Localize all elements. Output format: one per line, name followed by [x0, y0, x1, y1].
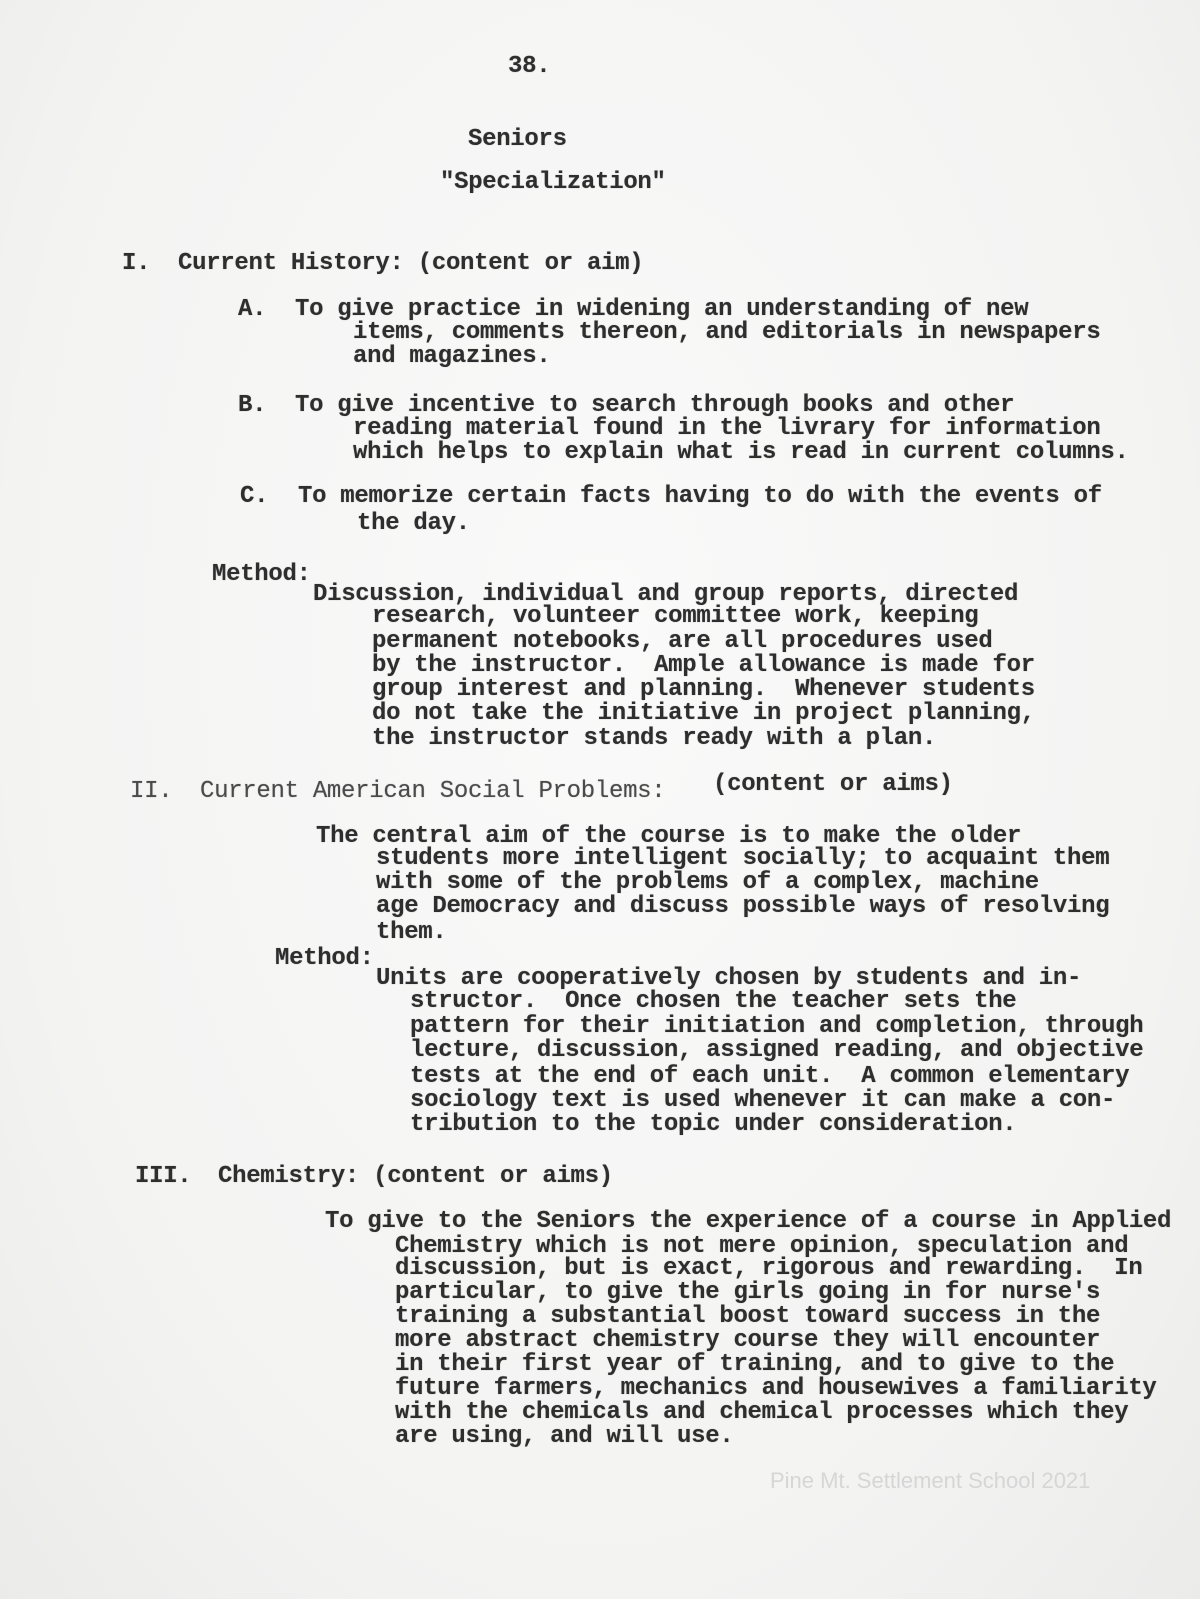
section2-numeral: II.: [130, 778, 173, 805]
method-line: pattern for their initiation and completion, through: [410, 1013, 1144, 1040]
item-c-letter: C.: [240, 483, 269, 510]
aim-line: discussion, but is exact, rigorous and rewarding. In: [395, 1255, 1143, 1282]
section3-title: Chemistry: (content or aims): [218, 1163, 613, 1190]
section2-method-label: Method:: [275, 945, 374, 972]
section1-method-label: Method:: [212, 561, 311, 588]
method-line: research, volunteer committee work, keeping: [372, 603, 979, 630]
method-line: lecture, discussion, assigned reading, and objective: [410, 1037, 1144, 1064]
section2-title-suffix: (content or aims): [713, 771, 953, 798]
aim-line: future farmers, mechanics and housewives a familiarity: [395, 1375, 1157, 1402]
heading: Seniors: [468, 126, 567, 153]
method-line: by the instructor. Ample allowance is made for: [372, 652, 1035, 679]
aim-line: particular, to give the girls going in for nurse's: [395, 1279, 1101, 1306]
aim-line: more abstract chemistry course they will encounter: [395, 1327, 1101, 1354]
section1-title: Current History: (content or aim): [178, 250, 644, 277]
page-number: 38.: [508, 53, 551, 80]
section3-numeral: III.: [135, 1163, 192, 1190]
method-line: structor. Once chosen the teacher sets the: [410, 988, 1017, 1015]
aim-line: with some of the problems of a complex, machine: [376, 869, 1039, 896]
section2-title: Current American Social Problems:: [200, 778, 666, 805]
aim-line: students more intelligent socially; to acquaint them: [376, 845, 1110, 872]
section1-numeral: I.: [122, 250, 151, 277]
item-a-line: items, comments thereon, and editorials in newspapers: [353, 319, 1101, 346]
aim-line: are using, and will use.: [395, 1423, 734, 1450]
method-line: sociology text is used whenever it can make a con-: [410, 1087, 1116, 1114]
item-a-line: To give practice in widening an understanding of new: [295, 296, 1029, 323]
method-line: the instructor stands ready with a plan.: [372, 725, 937, 752]
aim-line: them.: [376, 919, 447, 946]
subheading: "Specialization": [440, 169, 666, 196]
method-line: Discussion, individual and group reports, directed: [313, 581, 1019, 608]
aim-line: The central aim of the course is to make the older: [316, 823, 1022, 850]
aim-line: age Democracy and discuss possible ways of resolving: [376, 893, 1110, 920]
method-line: do not take the initiative in project planning,: [372, 700, 1035, 727]
method-line: group interest and planning. Whenever students: [372, 676, 1035, 703]
method-line: tribution to the topic under consideration.: [410, 1111, 1017, 1138]
item-b-line: reading material found in the livrary for information: [353, 415, 1101, 442]
aim-line: in their first year of training, and to give to the: [395, 1351, 1115, 1378]
item-a-line: and magazines.: [353, 343, 551, 370]
item-c-line: To memorize certain facts having to do with the events of: [298, 483, 1102, 510]
aim-line: with the chemicals and chemical processes which they: [395, 1399, 1129, 1426]
item-c-line: the day.: [357, 510, 470, 537]
item-b-line: To give incentive to search through books and other: [295, 392, 1015, 419]
method-line: tests at the end of each unit. A common elementary: [410, 1063, 1130, 1090]
item-b-line: which helps to explain what is read in current columns.: [353, 439, 1129, 466]
item-b-letter: B.: [238, 392, 267, 419]
method-line: Units are cooperatively chosen by students and in-: [376, 965, 1082, 992]
aim-line: training a substantial boost toward success in the: [395, 1303, 1101, 1330]
watermark: Pine Mt. Settlement School 2021: [770, 1468, 1091, 1493]
aim-line: To give to the Seniors the experience of a course in Applied: [325, 1208, 1172, 1235]
method-line: permanent notebooks, are all procedures used: [372, 628, 993, 655]
aim-line: Chemistry which is not mere opinion, speculation and: [395, 1233, 1129, 1260]
item-a-letter: A.: [238, 296, 267, 323]
